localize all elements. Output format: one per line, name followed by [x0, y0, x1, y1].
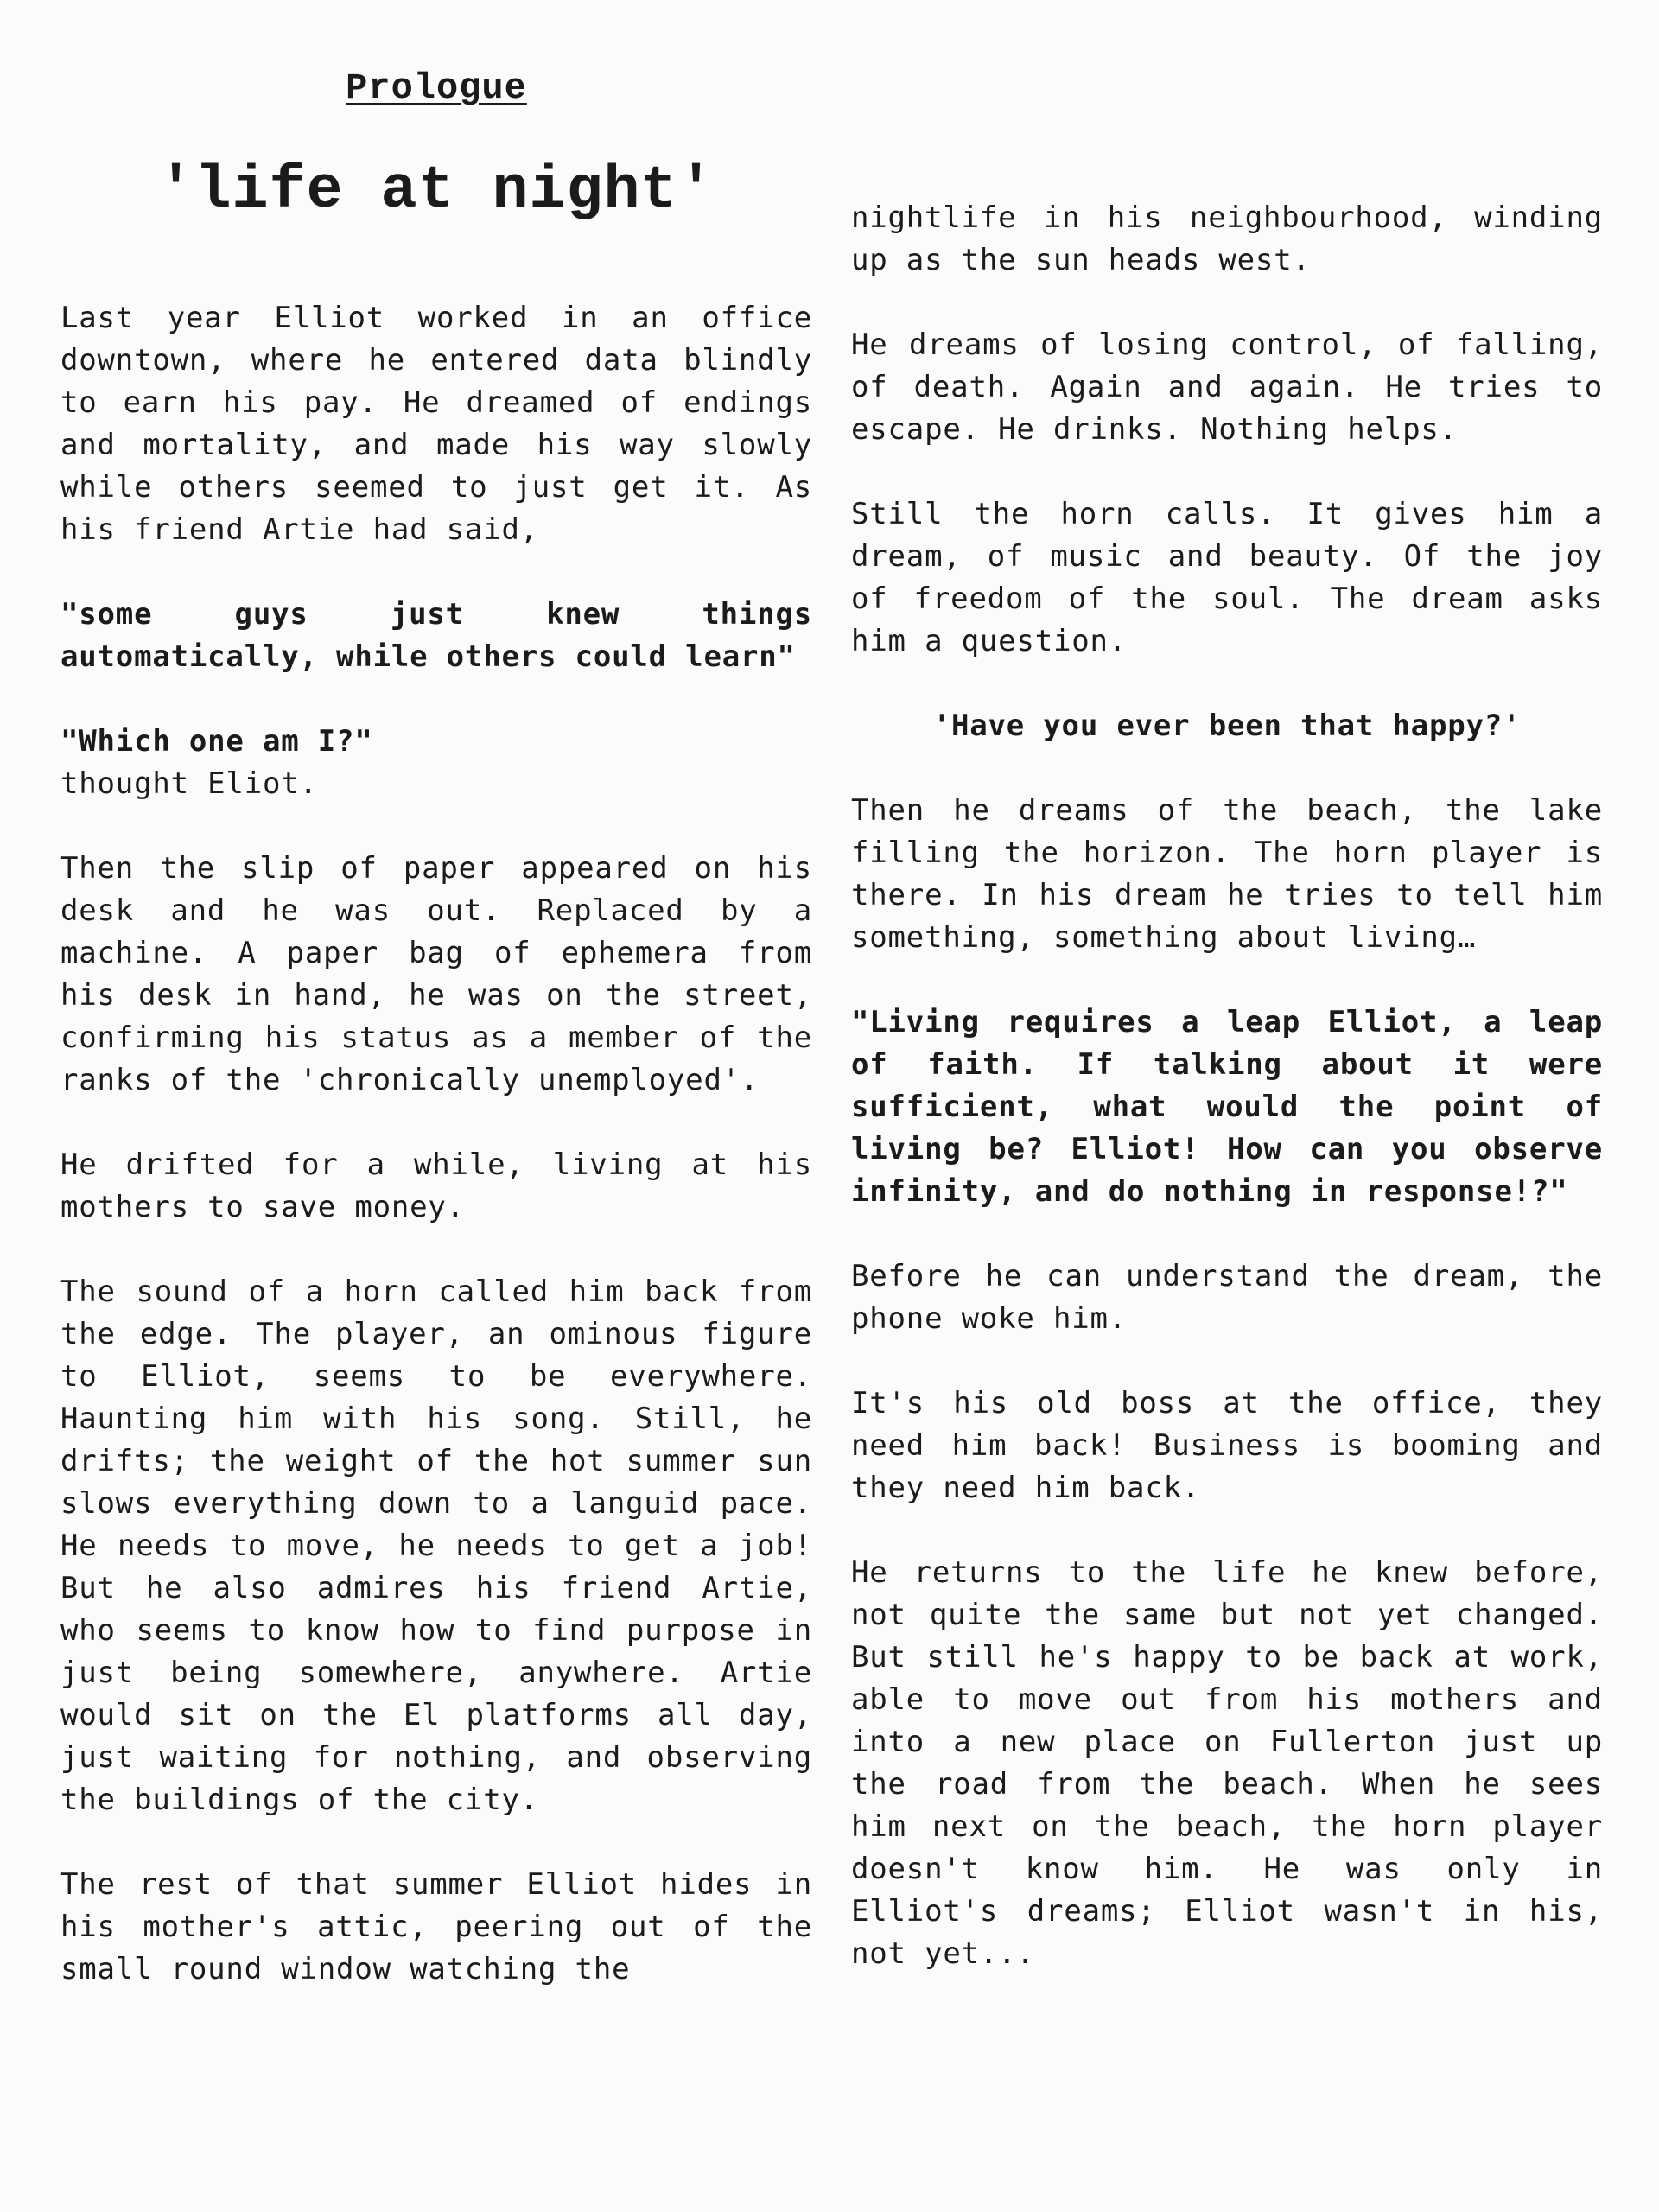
left-column-body	[60, 297, 812, 1991]
dream-question: 'Have you ever been that happy?'	[932, 709, 1522, 743]
paragraph: thought Eliot.	[60, 766, 318, 801]
paragraph: It's his old boss at the office, they need him back! Business is booming and they need him back.	[851, 1386, 1603, 1505]
paragraph: Then he dreams of the beach, the lake filling the horizon. The horn player is there. In his dream he tries to tell him something, something about living…	[851, 793, 1603, 955]
paragraph: Still the horn calls. It gives him a dream, of music and beauty. Of the joy of freedom of the soul. The dream asks him a question.	[851, 497, 1603, 658]
artie-quote: "some guys just knew things automatically, while others could learn"	[60, 597, 812, 674]
paragraph: He dreams of losing control, of falling, of death. Again and again. He tries to escape. He drinks. Nothing helps.	[851, 327, 1603, 447]
prologue-label: Prologue	[346, 67, 527, 109]
paragraph: Before he can understand the dream, the phone woke him.	[851, 1259, 1603, 1336]
paragraph: He returns to the life he knew before, not quite the same but not yet changed. But still he's happy to be back at work, able to move out from his mothers and into a new place on Fullerton just up the road from the beach. When he sees him next on the beach, the horn player doesn't know him. He was only in Elliot's dreams; Elliot wasn't in his, not yet...	[851, 1555, 1603, 1971]
paragraph: Then the slip of paper appeared on his desk and he was out. Replaced by a machine. A paper bag of ephemera from his desk in hand, he was on the street, confirming his status as a member of the ranks of the 'chronically unemployed'.	[60, 851, 812, 1097]
horn-player-quote: "Living requires a leap Elliot, a leap of faith. If talking about it were sufficient, what would the point of living be? Elliot! How can you observe infinity, and do nothing in response!?"	[851, 1005, 1603, 1209]
paragraph: Last year Elliot worked in an office downtown, where he entered data blindly to earn his pay. He dreamed of endings and mortality, and made his way slowly while others seemed to just get it. As his friend Artie had said,	[60, 301, 812, 547]
paragraph: The sound of a horn called him back from the edge. The player, an ominous figure to Elliot, seems to be everywhere. Haunting him with his song. Still, he drifts; the weight of the hot summer sun slows everything down to a languid pace. He needs to move, he needs to get a job! But he also admires his friend Artie, who seems to know how to find purpose in just being somewhere, anywhere. Artie would sit on the El platforms all day, just waiting for nothing, and observing the buildings of the city.	[60, 1274, 812, 1817]
right-column-body	[851, 197, 1603, 1975]
eliot-question: "Which one am I?"	[60, 724, 373, 759]
paragraph: The rest of that summer Elliot hides in his mother's attic, peering out of the small round window watching the	[60, 1867, 812, 1986]
paragraph: nightlife in his neighbourhood, winding up as the sun heads west.	[851, 200, 1603, 277]
chapter-title: 'life at night'	[157, 157, 715, 226]
paragraph: He drifted for a while, living at his mothers to save money.	[60, 1147, 812, 1224]
